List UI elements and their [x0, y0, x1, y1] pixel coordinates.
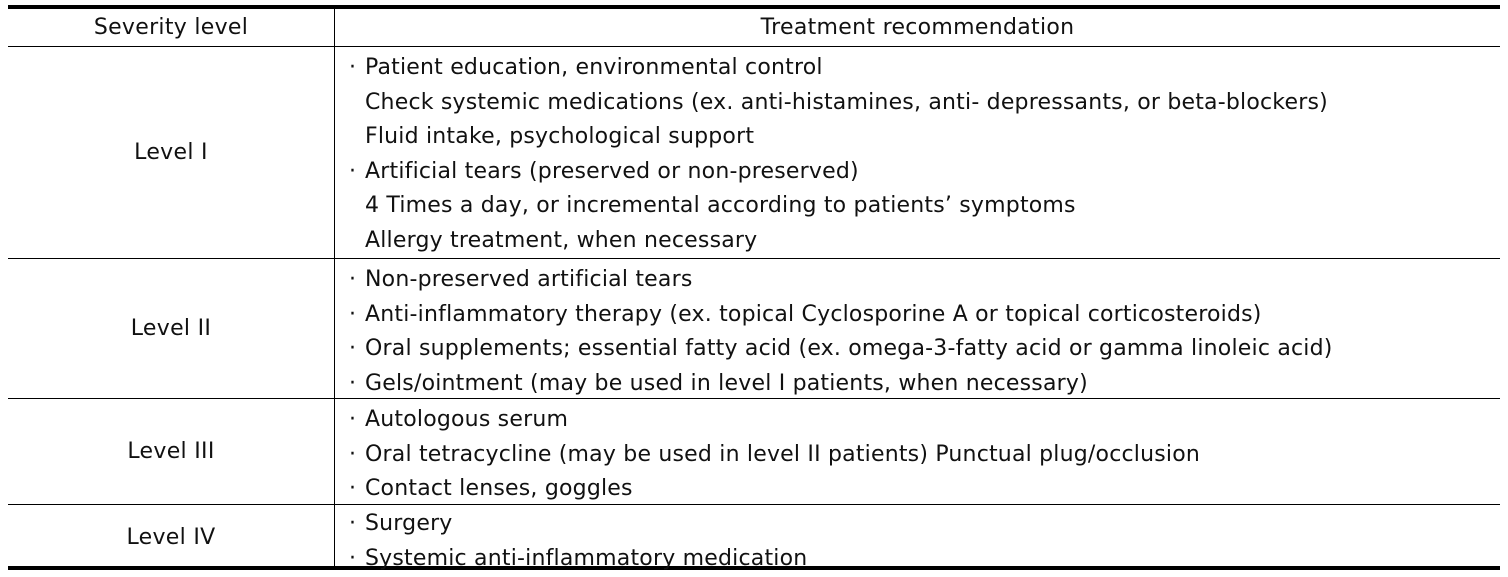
- bullet-mark: ·: [349, 336, 357, 361]
- treatment-line: [349, 224, 1328, 259]
- treatment-line: [349, 298, 1333, 333]
- treatment-text: Fluid intake, psychological support: [365, 124, 755, 149]
- treatment-line: [349, 542, 807, 577]
- treatment-line: [349, 507, 807, 542]
- treatment-table: [8, 5, 1500, 570]
- treatment-text: Patient education, environmental control: [365, 55, 823, 80]
- treatment-text: Oral tetracycline (may be used in level II patients) Punctual plug/occlusion: [365, 441, 1201, 467]
- treatment-cell: [335, 399, 1500, 504]
- bullet-mark: ·: [349, 511, 357, 536]
- severity-level-cell: Level II: [8, 259, 335, 398]
- treatment-text: Oral supplements; essential fatty acid (ex. omega-3-fatty acid or gamma linoleic acid): [365, 336, 1333, 361]
- treatment-line: [349, 438, 1200, 473]
- bullet-mark: ·: [349, 55, 357, 80]
- treatment-text: Non-preserved artificial tears: [365, 267, 693, 292]
- treatment-text: Allergy treatment, when necessary: [365, 227, 758, 253]
- treatment-line: [349, 51, 1328, 86]
- bullet-mark: ·: [349, 267, 357, 292]
- severity-level-cell: Level I: [8, 47, 335, 258]
- table-header-row: [8, 9, 1500, 47]
- header-severity-level: Severity level: [8, 9, 335, 46]
- treatment-text: 4 Times a day, or incremental according to patients’ symptoms: [365, 193, 1076, 218]
- treatment-text: Contact lenses, goggles: [365, 476, 633, 501]
- treatment-text: Anti-inflammatory therapy (ex. topical Cyclosporine A or topical corticosteroids): [365, 301, 1262, 327]
- header-treatment-recommendation: Treatment recommendation: [760, 15, 1075, 40]
- treatment-line: [349, 472, 1200, 507]
- bullet-mark: ·: [349, 158, 357, 184]
- treatment-cell: [335, 47, 1500, 258]
- bullet-mark: ·: [349, 407, 357, 432]
- treatment-text: Artificial tears (preserved or non-preserved): [365, 158, 859, 184]
- bullet-mark: ·: [349, 370, 357, 396]
- bullet-mark: ·: [349, 545, 357, 571]
- treatment-line: [349, 189, 1328, 224]
- treatment-cell: [335, 505, 1500, 570]
- bullet-mark: ·: [349, 476, 357, 501]
- treatment-line: [349, 263, 1333, 298]
- treatment-line: [349, 367, 1333, 402]
- bullet-mark: ·: [349, 441, 357, 467]
- severity-level-cell: Level IV: [8, 505, 335, 570]
- bullet-mark: ·: [349, 301, 357, 327]
- treatment-text: Surgery: [365, 511, 453, 536]
- treatment-line: [349, 120, 1328, 155]
- table-row-level-3: [8, 399, 1500, 505]
- severity-level-cell: Level III: [8, 399, 335, 504]
- table-row-level-1: [8, 47, 1500, 259]
- table-row-level-2: [8, 259, 1500, 399]
- treatment-line: [349, 403, 1200, 438]
- treatment-cell: [335, 259, 1500, 398]
- treatment-text: Systemic anti-inflammatory medication: [365, 545, 808, 571]
- treatment-text: Gels/ointment (may be used in level I patients, when necessary): [365, 370, 1088, 396]
- treatment-text: Autologous serum: [365, 407, 569, 432]
- treatment-line: [349, 332, 1333, 367]
- treatment-line: [349, 155, 1328, 190]
- table-row-level-4: [8, 505, 1500, 570]
- treatment-line: [349, 86, 1328, 121]
- treatment-text: Check systemic medications (ex. anti-histamines, anti- depressants, or beta-blockers): [365, 89, 1328, 115]
